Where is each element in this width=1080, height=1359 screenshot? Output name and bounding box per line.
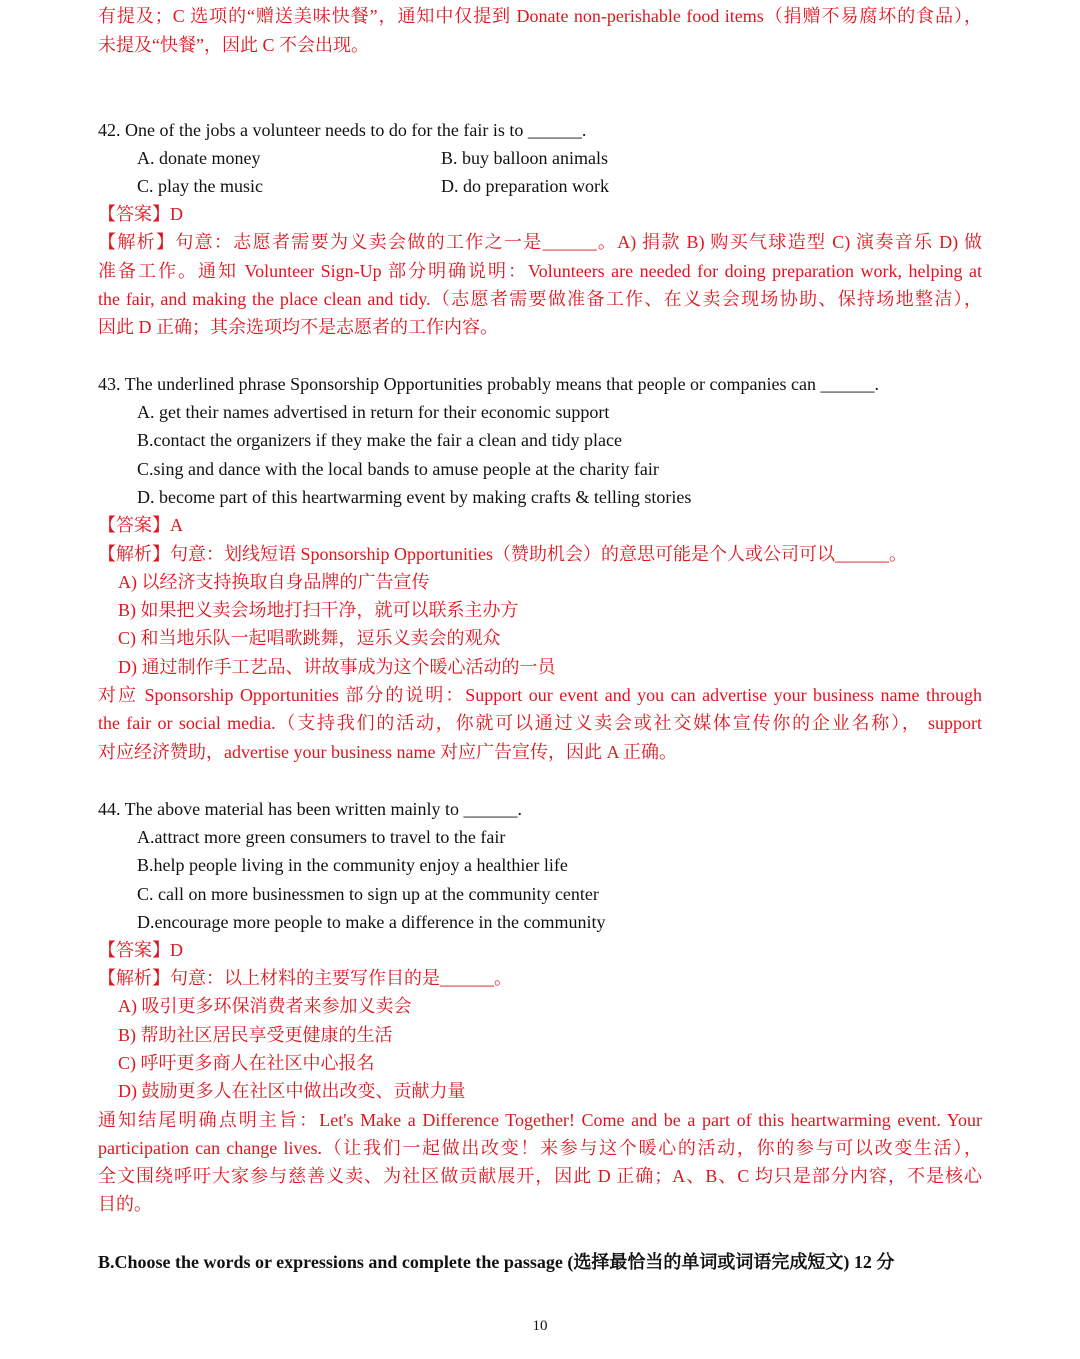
q42-option-b: B. buy balloon animals [441,148,608,168]
q44-translation-c: C) 呼吁更多商人在社区中心报名 [118,1053,375,1073]
q42-analysis-line: 因此 D 正确；其余选项均不是志愿者的工作内容。 [98,317,498,337]
q44-explanation-line: 全文围绕呼吁大家参与慈善义卖、为社区做贡献展开，因此 D 正确；A、B、C 均只是部分内容，不是核心 [98,1166,982,1186]
q44-translation-a: A) 吸引更多环保消费者来参加义卖会 [118,996,412,1016]
q44-answer: 【答案】D [98,940,183,960]
q43-translation-c: C) 和当地乐队一起唱歌跳舞，逗乐义卖会的观众 [118,628,501,648]
q43-explanation-line: the fair or social media.（支持我们的活动，你就可以通过义卖会或社交媒体宣传你的企业名称）， support [98,713,982,733]
q42-option-c: C. play the music [137,176,263,196]
q44-translation-b: B) 帮助社区居民享受更健康的生活 [118,1025,393,1045]
question-43-stem: 43. The underlined phrase Sponsorship Opportunities probably means that people or companies can ______. [98,374,880,394]
question-42-stem: 42. One of the jobs a volunteer needs to do for the fair is to ______. [98,120,587,140]
q42-option-a: A. donate money [137,148,261,168]
q43-analysis-head: 【解析】句意：划线短语 Sponsorship Opportunities（赞助机会）的意思可能是个人或公司可以______。 [98,544,908,564]
q43-answer: 【答案】A [98,515,183,535]
q44-option-a: A.attract more green consumers to travel to the fair [137,827,506,847]
q44-analysis-head: 【解析】句意：以上材料的主要写作目的是______。 [98,968,512,988]
q43-explanation-line: 对应 Sponsorship Opportunities 部分的说明：Support our event and you can advertise your business name through [98,685,982,705]
q43-explanation-line: 对应经济赞助，advertise your business name 对应广告宣传，因此 A 正确。 [98,742,677,762]
section-b-heading: B.Choose the words or expressions and complete the passage (选择最恰当的单词或词语完成短文) 12 分 [98,1252,895,1272]
q42-analysis-line: 【解析】句意：志愿者需要为义卖会做的工作之一是______。A) 捐款 B) 购买气球造型 C) 演奏音乐 D) 做 [98,232,982,252]
q42-answer: 【答案】D [98,204,183,224]
q43-translation-a: A) 以经济支持换取自身品牌的广告宣传 [118,572,430,592]
question-44-stem: 44. The above material has been written mainly to ______. [98,799,523,819]
q44-translation-d: D) 鼓励更多人在社区中做出改变、贡献力量 [118,1081,466,1101]
q44-option-d: D.encourage more people to make a difference in the community [137,912,606,932]
prev-analysis-line: 有提及；C 选项的“赠送美味快餐”，通知中仅提到 Donate non-perishable food items（捐赠不易腐坏的食品）， [98,6,982,26]
q42-option-d: D. do preparation work [441,176,609,196]
q43-option-d: D. become part of this heartwarming event by making crafts & telling stories [137,487,692,507]
q43-translation-b: B) 如果把义卖会场地打扫干净，就可以联系主办方 [118,600,519,620]
q44-explanation-line: 目的。 [98,1194,152,1214]
q43-option-b: B.contact the organizers if they make the fair a clean and tidy place [137,430,622,450]
q44-option-c: C. call on more businessmen to sign up at the community center [137,884,599,904]
q44-explanation-line: participation can change lives.（让我们一起做出改变！来参与这个暖心的活动，你的参与可以改变生活）， [98,1138,982,1158]
q43-option-c: C.sing and dance with the local bands to amuse people at the charity fair [137,459,659,479]
page-number: 10 [532,1318,548,1334]
q42-analysis-line: the fair, and making the place clean and tidy.（志愿者需要做准备工作、在义卖会现场协助、保持场地整洁）， [98,289,982,309]
prev-analysis-line: 未提及“快餐”，因此 C 不会出现。 [98,35,369,55]
q42-analysis-line: 准备工作。通知 Volunteer Sign-Up 部分明确说明：Volunteers are needed for doing preparation work, helping at [98,261,982,281]
q43-option-a: A. get their names advertised in return for their economic support [137,402,610,422]
q44-explanation-line: 通知结尾明确点明主旨：Let's Make a Difference Together! Come and be a part of this heartwarming event. Your [98,1110,982,1130]
q43-translation-d: D) 通过制作手工艺品、讲故事成为这个暖心活动的一员 [118,657,556,677]
q44-option-b: B.help people living in the community enjoy a healthier life [137,855,568,875]
